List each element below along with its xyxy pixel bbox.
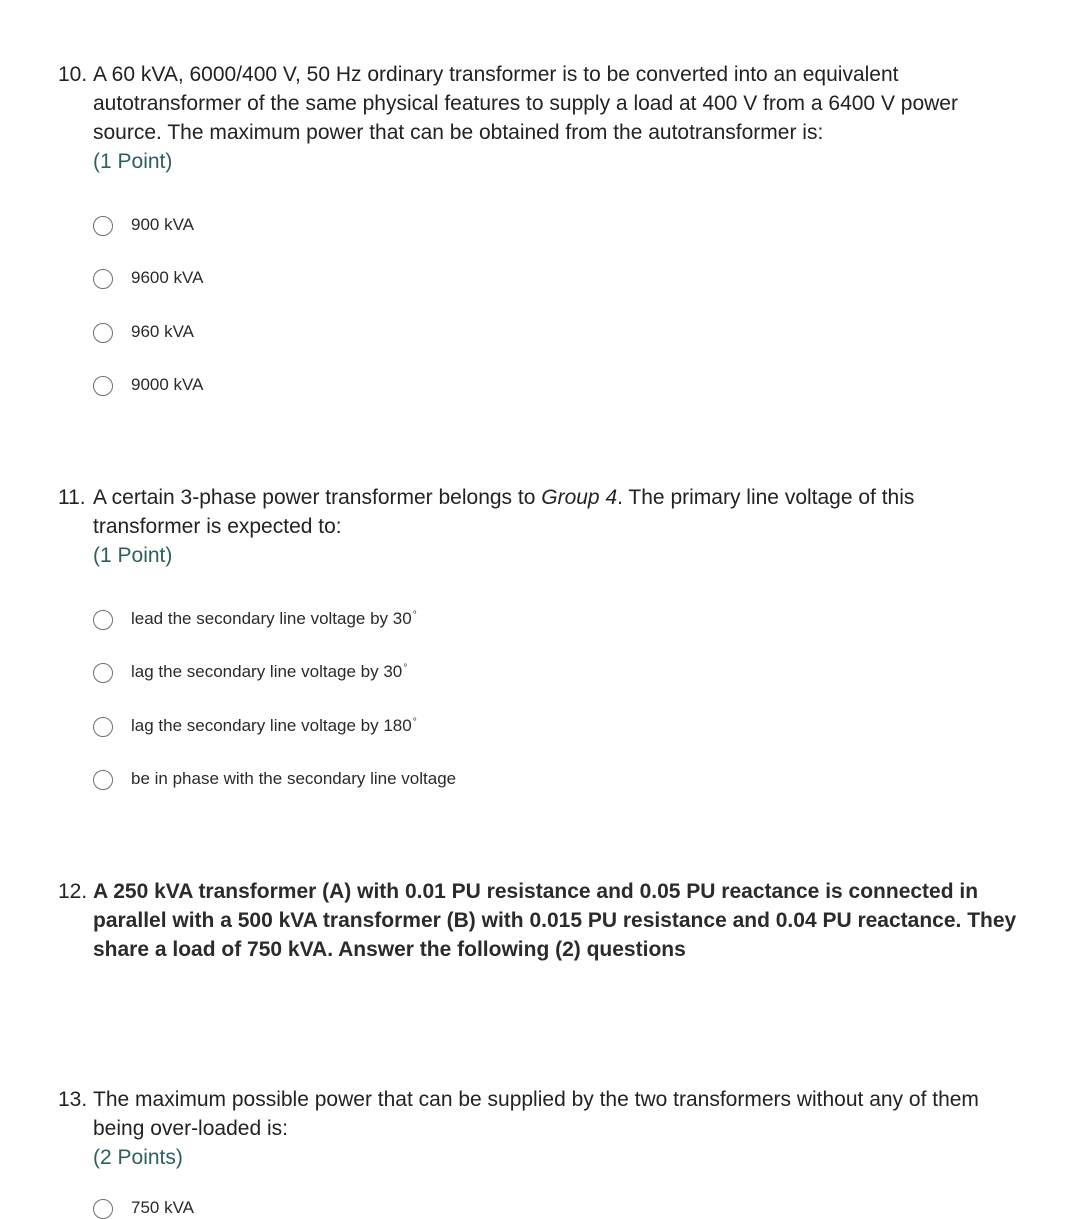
question-10-options (93, 198, 1018, 412)
option-label: 900 kVA (131, 214, 195, 234)
question-10-points: (1 Point) (93, 150, 173, 173)
option-label-text: lag the secondary line voltage by 180 (131, 715, 412, 735)
option-label: be in phase with the secondary line voltage (131, 769, 457, 789)
option-label (131, 609, 417, 629)
option-label (131, 662, 407, 682)
question-10-option-1[interactable] (93, 198, 1018, 252)
option-label (131, 716, 417, 736)
question-11-option-4[interactable] (93, 753, 1018, 807)
question-12-number: 12. (58, 880, 88, 903)
radio-button[interactable] (93, 717, 113, 737)
radio-button[interactable] (93, 1199, 113, 1219)
option-label: 9600 kVA (131, 268, 204, 288)
question-13-header (58, 1085, 1018, 1143)
option-label-text: lag the secondary line voltage by 30 (131, 662, 403, 682)
option-label: 9000 kVA (131, 375, 204, 395)
question-10-number: 10. (58, 63, 88, 86)
question-10 (58, 60, 1018, 412)
question-10-option-2[interactable] (93, 252, 1018, 306)
degree-symbol: ° (412, 609, 417, 621)
radio-button[interactable] (93, 770, 113, 790)
option-label: 750 kVA (131, 1198, 195, 1217)
question-13-points: (2 Points) (93, 1146, 183, 1169)
question-13-number: 13. (58, 1088, 88, 1111)
question-11-text (93, 483, 1018, 541)
question-13 (58, 1085, 1018, 1172)
question-13-option-1[interactable] (93, 1198, 194, 1218)
question-11-text-start: A certain 3-phase power transformer belongs to (93, 486, 542, 509)
radio-button[interactable] (93, 269, 113, 289)
option-label: 960 kVA (131, 321, 195, 341)
radio-button[interactable] (93, 610, 113, 630)
question-11-option-2[interactable] (93, 646, 1018, 700)
question-11-number: 11. (58, 486, 86, 509)
radio-button[interactable] (93, 663, 113, 683)
question-11-header (58, 483, 1018, 541)
option-label-text: lead the secondary line voltage by 30 (131, 608, 412, 628)
question-12-text: A 250 kVA transformer (A) with 0.01 PU resistance and 0.05 PU reactance is connected in parallel with a 500 kVA transformer (B) with 0.015 PU resistance and 0.04 PU reactance. They share a load of 750 kVA. Answer the following (2) questions (93, 880, 1017, 961)
question-13-text: The maximum possible power that can be supplied by the two transformers without any of them being over-loaded is: (93, 1088, 979, 1140)
question-11-points: (1 Point) (93, 544, 173, 567)
question-11-text-end: . The primary line voltage of this transformer is expected to: (93, 486, 915, 538)
degree-symbol: ° (412, 716, 417, 728)
question-10-option-4[interactable] (93, 359, 1018, 413)
question-10-text: A 60 kVA, 6000/400 V, 50 Hz ordinary transformer is to be converted into an equivalent autotransformer of the same physical features to supply a load at 400 V from a 6400 V power source. The maximum power that can be obtained from the autotransformer is: (93, 63, 958, 144)
question-12-header (58, 877, 1018, 964)
question-11 (58, 483, 1018, 806)
degree-symbol: ° (403, 663, 408, 675)
question-11-option-1[interactable] (93, 592, 1018, 646)
question-12 (58, 877, 1018, 964)
question-11-option-3[interactable] (93, 699, 1018, 753)
question-10-option-3[interactable] (93, 305, 1018, 359)
question-11-group-term: Group 4 (541, 486, 618, 509)
question-10-header (58, 60, 1018, 147)
question-11-options (93, 592, 1018, 806)
radio-button[interactable] (93, 323, 113, 343)
radio-button[interactable] (93, 376, 113, 396)
radio-button[interactable] (93, 216, 113, 236)
